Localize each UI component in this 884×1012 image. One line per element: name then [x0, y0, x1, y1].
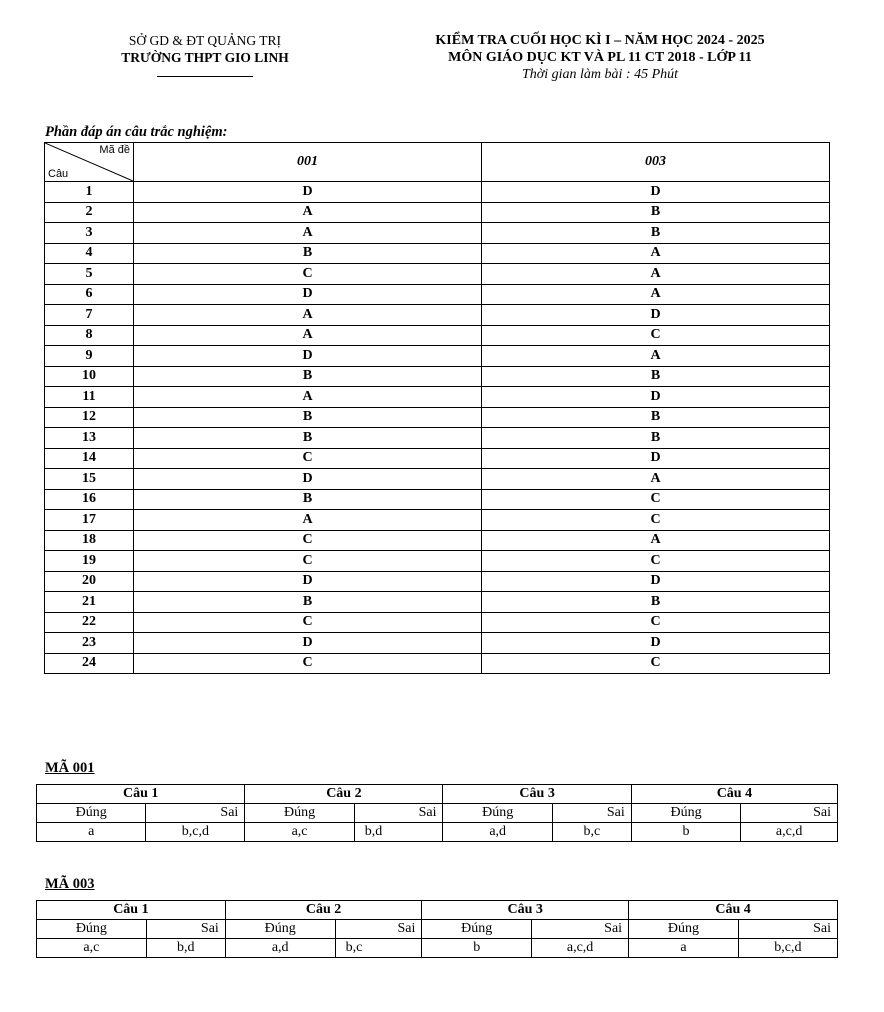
mc-answer-row — [45, 469, 830, 490]
true-label: Đúng — [629, 920, 739, 939]
false-label: Sai — [146, 804, 245, 823]
true-label: Đúng — [37, 920, 147, 939]
corner-cell — [45, 143, 134, 182]
tf-answer-row — [37, 939, 838, 958]
answer-code-b: C — [482, 653, 830, 674]
question-number: 22 — [45, 612, 134, 633]
tf-label-row — [37, 804, 838, 823]
true-answer: a — [37, 823, 146, 842]
tf-section-label-003: MÃ 003 — [45, 876, 95, 892]
answer-code-b: C — [482, 551, 830, 572]
mc-answer-row — [45, 284, 830, 305]
mc-answer-row — [45, 407, 830, 428]
false-label: Sai — [335, 920, 422, 939]
mc-answer-row — [45, 305, 830, 326]
question-number: 20 — [45, 571, 134, 592]
question-number: 11 — [45, 387, 134, 408]
question-number: 9 — [45, 346, 134, 367]
answer-code-a: D — [134, 571, 482, 592]
answer-code-b: D — [482, 448, 830, 469]
question-number: 19 — [45, 551, 134, 572]
answer-code-b: D — [482, 182, 830, 203]
true-answer: a,d — [225, 939, 335, 958]
mc-answer-row — [45, 366, 830, 387]
question-number: 4 — [45, 243, 134, 264]
tf-question-cell: Câu 4 — [631, 785, 837, 804]
mc-answer-row — [45, 202, 830, 223]
answer-code-b: B — [482, 223, 830, 244]
mc-header-row — [45, 143, 830, 182]
false-label: Sai — [741, 804, 838, 823]
question-number: 15 — [45, 469, 134, 490]
answer-code-a: C — [134, 448, 482, 469]
answer-code-b: A — [482, 469, 830, 490]
true-label: Đúng — [443, 804, 552, 823]
answer-code-a: B — [134, 592, 482, 613]
answer-code-a: A — [134, 510, 482, 531]
true-answer: b — [631, 823, 740, 842]
answer-code-b: C — [482, 325, 830, 346]
answer-code-a: D — [134, 469, 482, 490]
answer-code-a: B — [134, 489, 482, 510]
answer-code-b: A — [482, 284, 830, 305]
answer-code-b: B — [482, 428, 830, 449]
question-number: 2 — [45, 202, 134, 223]
false-answer: b,c — [335, 939, 422, 958]
header-underline — [157, 76, 253, 77]
question-number: 17 — [45, 510, 134, 531]
true-label: Đúng — [245, 804, 354, 823]
true-label: Đúng — [225, 920, 335, 939]
question-number: 16 — [45, 489, 134, 510]
mc-answer-row — [45, 612, 830, 633]
tf-question-cell: Câu 3 — [443, 785, 631, 804]
false-answer: b,c,d — [738, 939, 837, 958]
mc-answer-row — [45, 448, 830, 469]
answer-code-b: A — [482, 264, 830, 285]
tf-question-cell: Câu 1 — [37, 785, 245, 804]
answer-code-a: C — [134, 551, 482, 572]
answer-code-b: B — [482, 407, 830, 428]
answer-code-a: D — [134, 182, 482, 203]
mc-answer-row — [45, 428, 830, 449]
mc-answer-row — [45, 571, 830, 592]
mc-answer-row — [45, 387, 830, 408]
answer-code-a: C — [134, 653, 482, 674]
answer-code-b: A — [482, 346, 830, 367]
true-label: Đúng — [37, 804, 146, 823]
question-number: 5 — [45, 264, 134, 285]
true-label: Đúng — [422, 920, 532, 939]
tf-question-row — [37, 785, 838, 804]
false-label: Sai — [552, 804, 631, 823]
false-label: Sai — [146, 920, 225, 939]
answer-code-a: D — [134, 633, 482, 654]
mc-answer-row — [45, 551, 830, 572]
question-number: 7 — [45, 305, 134, 326]
tf-question-cell: Câu 1 — [37, 901, 226, 920]
question-number: 1 — [45, 182, 134, 203]
question-number: 21 — [45, 592, 134, 613]
mc-answer-row — [45, 223, 830, 244]
false-answer: a,c,d — [532, 939, 629, 958]
tf-table-001 — [36, 784, 838, 842]
corner-label-code: Mã đề — [99, 144, 130, 156]
mc-answer-row — [45, 489, 830, 510]
answer-code-b: D — [482, 387, 830, 408]
question-number: 8 — [45, 325, 134, 346]
header-left — [95, 32, 315, 77]
header-right — [360, 32, 840, 83]
answer-code-a: C — [134, 264, 482, 285]
question-number: 14 — [45, 448, 134, 469]
answer-code-b: A — [482, 243, 830, 264]
answer-code-a: A — [134, 387, 482, 408]
mc-section-title: Phần đáp án câu trắc nghiệm: — [45, 124, 228, 140]
answer-code-a: C — [134, 530, 482, 551]
true-answer: a,c — [37, 939, 147, 958]
school-name: TRƯỜNG THPT GIO LINH — [121, 50, 289, 65]
code-header-b: 003 — [482, 143, 830, 182]
false-label: Sai — [532, 920, 629, 939]
tf-question-cell: Câu 2 — [245, 785, 443, 804]
mc-answer-row — [45, 653, 830, 674]
answer-code-b: B — [482, 202, 830, 223]
answer-code-b: A — [482, 530, 830, 551]
mc-answer-row — [45, 592, 830, 613]
false-answer: b,d — [354, 823, 443, 842]
true-answer: b — [422, 939, 532, 958]
answer-code-a: A — [134, 305, 482, 326]
mc-answer-row — [45, 325, 830, 346]
false-answer: b,d — [146, 939, 225, 958]
tf-label-row — [37, 920, 838, 939]
question-number: 6 — [45, 284, 134, 305]
answer-code-b: C — [482, 489, 830, 510]
answer-code-b: D — [482, 571, 830, 592]
answer-code-b: C — [482, 510, 830, 531]
answer-code-a: C — [134, 612, 482, 633]
answer-code-b: B — [482, 366, 830, 387]
false-answer: b,c — [552, 823, 631, 842]
tf-answer-row — [37, 823, 838, 842]
exam-title: KIỂM TRA CUỐI HỌC KÌ I – NĂM HỌC 2024 - 2025 — [435, 33, 765, 48]
mc-answer-row — [45, 182, 830, 203]
true-answer: a — [629, 939, 739, 958]
mc-answer-table — [44, 142, 830, 674]
tf-question-cell: Câu 4 — [629, 901, 838, 920]
tf-section-label-001: MÃ 001 — [45, 760, 95, 776]
answer-code-b: C — [482, 612, 830, 633]
answer-code-b: D — [482, 305, 830, 326]
tf-table-003 — [36, 900, 838, 958]
false-answer: a,c,d — [741, 823, 838, 842]
question-number: 10 — [45, 366, 134, 387]
mc-answer-row — [45, 530, 830, 551]
true-answer: a,d — [443, 823, 552, 842]
department-name: SỞ GD & ĐT QUẢNG TRỊ — [128, 33, 282, 48]
question-number: 18 — [45, 530, 134, 551]
true-answer: a,c — [245, 823, 354, 842]
code-header-a: 001 — [134, 143, 482, 182]
answer-code-a: D — [134, 346, 482, 367]
tf-question-cell: Câu 2 — [225, 901, 422, 920]
false-label: Sai — [738, 920, 837, 939]
mc-answer-row — [45, 510, 830, 531]
question-number: 12 — [45, 407, 134, 428]
answer-code-b: D — [482, 633, 830, 654]
question-number: 23 — [45, 633, 134, 654]
subject-title: MÔN GIÁO DỤC KT VÀ PL 11 CT 2018 - LỚP 11 — [448, 50, 752, 65]
answer-code-a: A — [134, 202, 482, 223]
answer-code-a: A — [134, 223, 482, 244]
question-number: 3 — [45, 223, 134, 244]
answer-code-a: B — [134, 243, 482, 264]
tf-question-row — [37, 901, 838, 920]
false-label: Sai — [354, 804, 443, 823]
mc-answer-row — [45, 346, 830, 367]
answer-code-a: B — [134, 366, 482, 387]
mc-answer-row — [45, 633, 830, 654]
answer-code-a: A — [134, 325, 482, 346]
question-number: 24 — [45, 653, 134, 674]
false-answer: b,c,d — [146, 823, 245, 842]
exam-duration: Thời gian làm bài : 45 Phút — [521, 67, 679, 82]
corner-label-question: Câu — [48, 168, 69, 180]
answer-code-b: B — [482, 592, 830, 613]
answer-code-a: D — [134, 284, 482, 305]
question-number: 13 — [45, 428, 134, 449]
true-label: Đúng — [631, 804, 740, 823]
mc-answer-row — [45, 243, 830, 264]
answer-code-a: B — [134, 407, 482, 428]
tf-question-cell: Câu 3 — [422, 901, 629, 920]
answer-code-a: B — [134, 428, 482, 449]
mc-answer-row — [45, 264, 830, 285]
